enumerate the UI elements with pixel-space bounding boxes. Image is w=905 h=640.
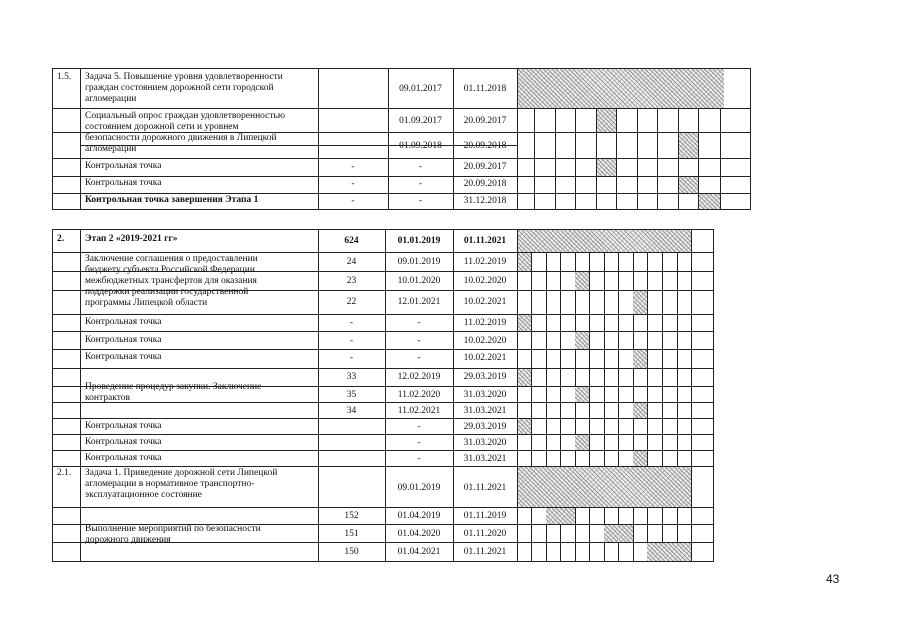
gantt-bar: [633, 291, 647, 314]
grid-line: [517, 229, 518, 562]
cell-text: -: [417, 438, 421, 448]
grid-line: [691, 229, 692, 562]
cell-text: Этап 2 «2019-2021 гг»: [85, 234, 178, 244]
cell-text: 01.11.2018: [463, 84, 507, 94]
cell-text: 152: [344, 511, 359, 521]
grid-line: [52, 331, 714, 332]
cell-text: Контрольная точка: [85, 453, 162, 463]
cell-text: Контрольная точка: [85, 335, 162, 345]
cell-text: -: [418, 179, 423, 189]
cell-text: 20.09.2017: [463, 162, 507, 172]
cell-text: 151: [344, 529, 359, 539]
grid-line: [52, 402, 714, 403]
cell-text: Заключение соглашения о предоставлении: [85, 254, 258, 264]
cell-text: -: [349, 353, 354, 363]
gantt-bar: [633, 350, 647, 368]
cell-text: 33: [346, 372, 357, 382]
grid-line: [52, 561, 714, 562]
cell-text: поддержки реализации государственной: [85, 287, 249, 297]
cell-text: -: [351, 162, 355, 172]
cell-text: -: [417, 454, 421, 464]
grid-line: [52, 507, 714, 508]
cell-text: агломерации: [85, 144, 137, 154]
grid-line: [52, 176, 751, 177]
cell-text: 24: [346, 257, 357, 267]
cell-text: 29.03.2019: [463, 422, 507, 432]
cell-text: 31.03.2020: [463, 438, 507, 448]
cell-text: 01.11.2020: [463, 529, 507, 539]
cell-text: Контрольная точка завершения Этапа 1: [85, 195, 259, 205]
cell-text: Контрольная точка: [85, 437, 162, 447]
cell-text: 22: [346, 297, 357, 307]
cell-text: -: [417, 336, 421, 346]
grid-line: [80, 68, 81, 210]
cell-text: 31.03.2020: [463, 390, 507, 400]
grid-line: [52, 209, 751, 210]
cell-text: 2.1.: [57, 468, 72, 478]
gantt-bar: [597, 159, 616, 176]
grid-line: [80, 229, 81, 562]
cell-text: Контрольная точка: [85, 178, 162, 188]
cell-text: 31.03.2021: [463, 406, 507, 416]
cell-text: 20.09.2017: [463, 116, 507, 126]
grid-line: [589, 229, 590, 562]
cell-text: 11.02.2019: [463, 257, 507, 267]
cell-text: 01.11.2021: [463, 547, 507, 557]
cell-text: 31.03.2021: [463, 454, 507, 464]
gantt-bar: [679, 177, 698, 193]
cell-text: 01.01.2019: [397, 236, 441, 246]
grid-line: [52, 229, 53, 562]
cell-text: 09.01.2019: [397, 483, 441, 493]
cell-text: 23: [346, 276, 357, 286]
grid-line: [713, 229, 714, 562]
gantt-bar: [679, 133, 698, 158]
cell-text: 01.11.2021: [463, 483, 507, 493]
cell-text: -: [349, 336, 354, 346]
cell-text: 624: [344, 236, 359, 246]
cell-text: -: [417, 422, 421, 432]
gantt-bar: [647, 543, 691, 561]
cell-text: 09.01.2017: [399, 84, 442, 94]
cell-text: 29.03.2019: [463, 372, 507, 382]
cell-text: Задача 5. Повышение уровня удовлетворенности: [85, 72, 283, 82]
grid-line: [52, 68, 53, 210]
grid-line: [618, 229, 619, 562]
cell-text: 2.: [57, 234, 65, 244]
gantt-bar: [604, 525, 633, 542]
gantt-bar: [575, 387, 589, 402]
gantt-bar: [518, 419, 531, 434]
gantt-bar: [597, 109, 616, 132]
cell-text: -: [418, 162, 423, 172]
grid-line: [52, 314, 714, 315]
cell-text: 31.12.2018: [463, 196, 507, 206]
cell-text: агломерации в нормативное транспортно-: [85, 479, 255, 489]
gantt-bar: [575, 272, 589, 290]
cell-text: агломерации: [85, 94, 137, 104]
cell-text: 01.04.2020: [397, 529, 441, 539]
cell-text: 10.02.2021: [463, 297, 507, 307]
cell-text: -: [417, 353, 421, 363]
cell-text: 11.02.2019: [463, 318, 507, 328]
cell-text: состоянием дорожной сети и уровнем: [85, 122, 239, 132]
gantt-bar: [546, 508, 575, 524]
cell-text: 20.09.2018: [463, 141, 507, 151]
cell-text: 01.09.2018: [399, 141, 442, 151]
cell-text: межбюджетных трансфертов для оказания: [85, 276, 257, 286]
grid-line: [52, 108, 751, 109]
cell-text: программы Липецкой области: [85, 298, 208, 308]
grid-line: [52, 349, 714, 350]
gantt-bar: [518, 315, 531, 331]
gantt-bar: [518, 369, 531, 386]
cell-text: 35: [346, 390, 357, 400]
cell-text: бюджету субъекта Российской Федерации: [85, 265, 255, 275]
cell-text: Задача 1. Приведение дорожной сети Липецкой: [85, 468, 278, 478]
cell-text: 01.09.2017: [399, 116, 442, 126]
cell-text: Проведение процедур закупки. Заключение: [85, 382, 262, 392]
gantt-bar: [699, 194, 720, 209]
cell-text: 10.02.2020: [463, 336, 507, 346]
cell-text: -: [349, 318, 354, 328]
gantt-bar: [518, 69, 724, 108]
cell-text: 01.11.2021: [463, 236, 507, 246]
cell-text: 10.02.2020: [463, 276, 507, 286]
cell-text: 10.01.2020: [397, 276, 441, 286]
cell-text: 01.11.2019: [463, 511, 507, 521]
cell-text: Выполнение мероприятий по безопасности: [85, 524, 261, 534]
grid-line: [647, 229, 648, 562]
cell-text: 01.04.2019: [397, 511, 441, 521]
gantt-bar: [575, 435, 589, 450]
cell-text: -: [351, 179, 355, 189]
grid-line: [52, 252, 714, 253]
cell-text: контрактов: [85, 393, 130, 403]
grid-line: [52, 434, 714, 435]
cell-text: -: [351, 196, 355, 206]
grid-line: [52, 193, 751, 194]
cell-text: дорожного движения: [85, 535, 171, 545]
grid-line: [531, 229, 532, 562]
cell-text: эксплуатационное состояние: [85, 490, 202, 500]
cell-text: Контрольная точка: [85, 161, 162, 171]
grid-line: [52, 450, 714, 451]
cell-text: Контрольная точка: [85, 317, 162, 327]
cell-text: 12.02.2019: [397, 372, 441, 382]
cell-text: -: [418, 196, 423, 206]
cell-text: 1.5.: [57, 72, 72, 82]
cell-text: 34: [346, 406, 357, 416]
grid-line: [750, 68, 751, 210]
grid-line: [52, 158, 751, 159]
cell-text: 20.09.2018: [463, 179, 507, 189]
grid-line: [604, 229, 605, 562]
grid-line: [52, 418, 714, 419]
gantt-bar: [575, 332, 589, 349]
gantt-bar: [633, 403, 647, 418]
gantt-bar: [518, 253, 531, 271]
gantt-bar: [518, 230, 691, 252]
cell-text: Контрольная точка: [85, 352, 162, 362]
gantt-bar: [633, 451, 647, 466]
grid-line: [633, 229, 634, 562]
cell-text: 12.01.2021: [397, 297, 441, 307]
cell-text: 150: [344, 547, 359, 557]
cell-text: 11.02.2020: [397, 390, 441, 400]
grid-line: [662, 229, 663, 562]
cell-text: граждан состоянием дорожной сети городской: [85, 83, 274, 93]
gantt-bar: [518, 467, 691, 507]
cell-text: безопасности дорожного движения в Липецкой: [85, 133, 277, 143]
cell-text: -: [417, 318, 421, 328]
grid-line: [52, 368, 714, 369]
cell-text: Контрольная точка: [85, 421, 162, 431]
grid-line: [677, 229, 678, 562]
cell-text: 10.02.2021: [463, 353, 507, 363]
cell-text: 09.01.2019: [397, 257, 441, 267]
cell-text: 11.02.2021: [397, 406, 441, 416]
cell-text: Социальный опрос граждан удовлетворенностью: [85, 111, 285, 121]
cell-text: 01.04.2021: [397, 547, 441, 557]
page-number: 43: [826, 572, 840, 586]
